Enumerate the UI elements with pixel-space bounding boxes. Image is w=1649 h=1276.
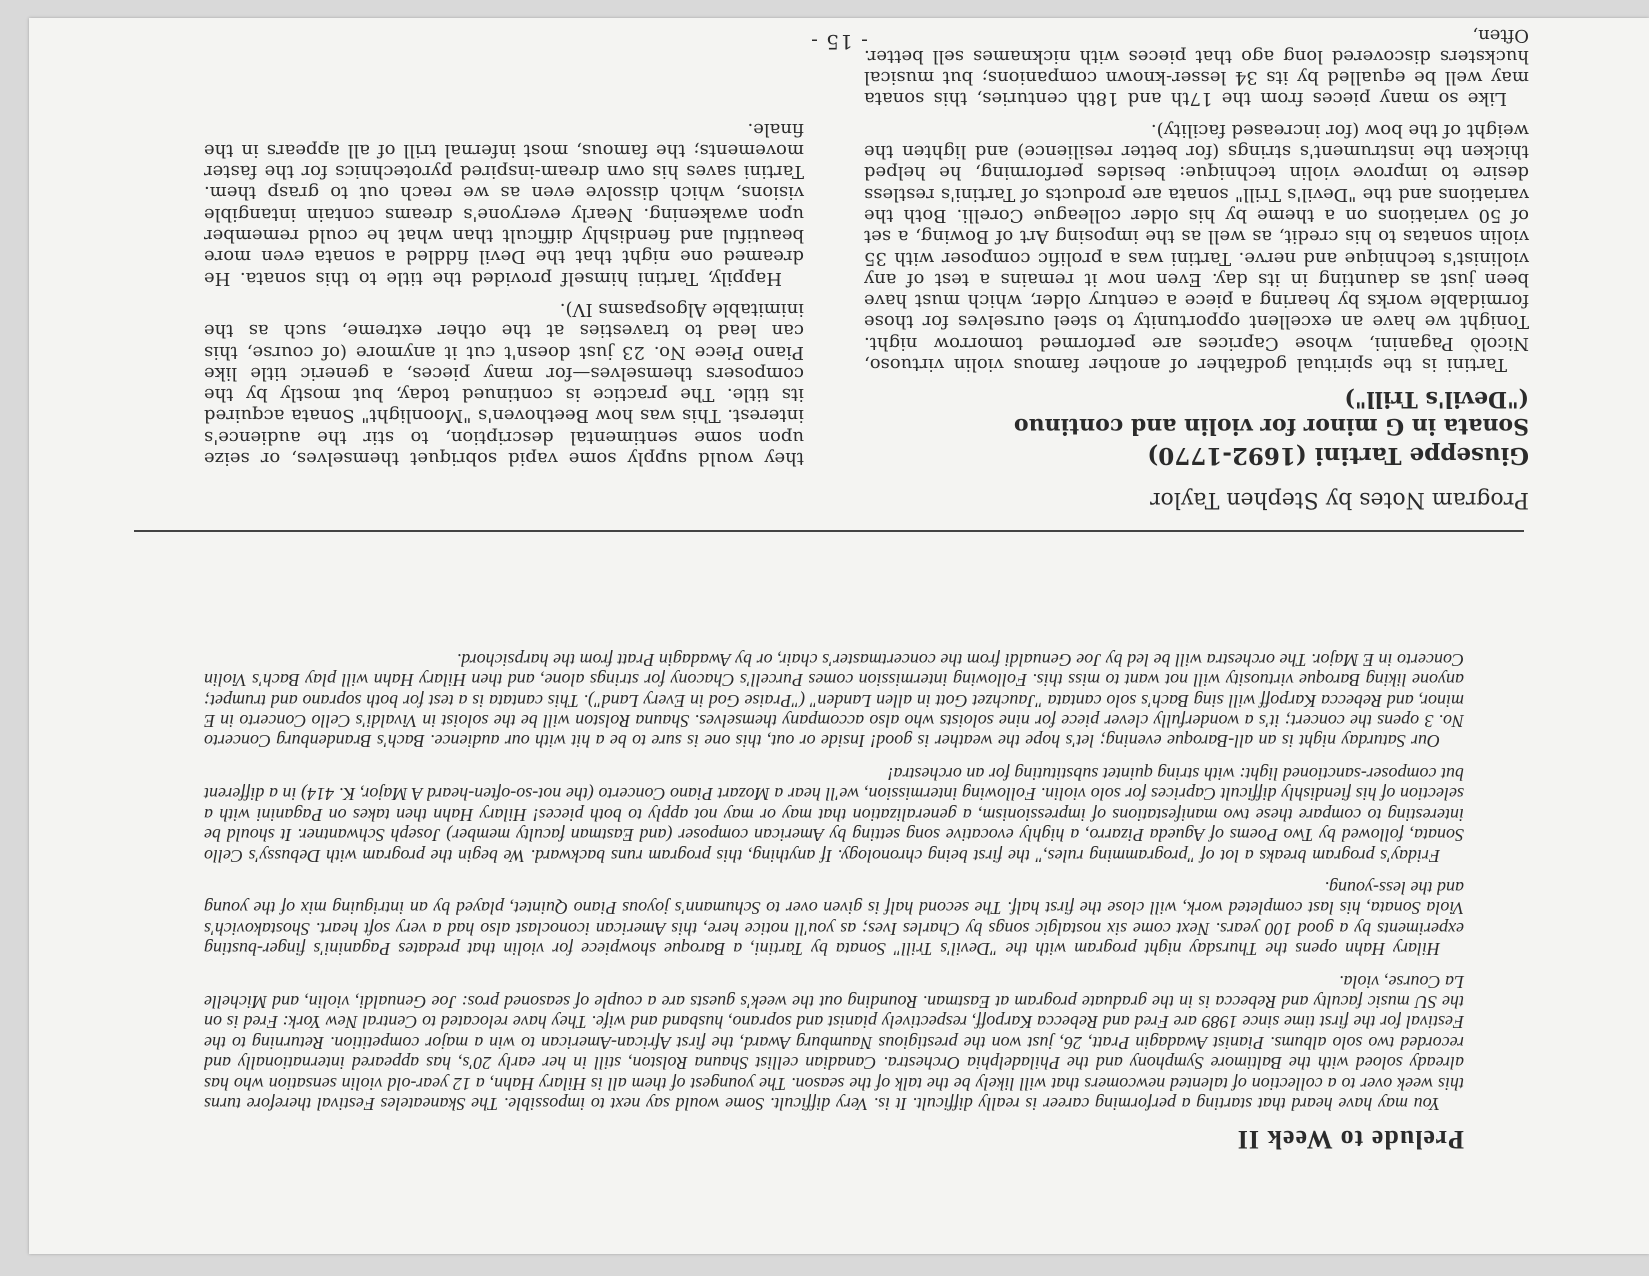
section-divider xyxy=(134,530,1524,532)
notes-paragraph-1: Tartini is the spiritual godfather of another famous violin virtuoso, Nicolò Paganini, whose Caprices are performed tomorrow night. Tonight we have an excellent opportunity to steel ourselves for those formidable works by hearing a piece a century older, which must have been just as daunting in its day. Even now it remains a test of any violinist's technique and nerve. Tartini was a prolific composer with 35 violin sonatas to his credit, as well as the imposing Art of Bowing, a set of 50 variations on a theme by his older colleague Corelli. Both the variations and the "Devil's Trill" sonata are products of Tartini's restless desire to improve violin technique: besides performing, he helped thicken the instrument's strings (for better resilience) and lighten the weight of the bow (for increased facility). xyxy=(864,119,1529,375)
page-number: - 15 - xyxy=(810,30,868,54)
work-nickname: ("Devil's Trill") xyxy=(1344,386,1529,412)
work-title: Sonata in G minor for violin and continuo xyxy=(1013,413,1529,439)
prelude-section xyxy=(204,637,1464,1154)
prelude-paragraph-2: Hilary Hahn opens the Thursday night program with the "Devil's Trill" Sonata by Tartini, a Baroque showpiece for violin that predates Paganini's finger-busting experiments by a good 100 years. Next come six nostalgic songs by Charles Ives; as you'll notice here, this American iconoclast also had a very soft heart. Shostakovich's Viola Sonata, his last completed work, will close the first half. The second half is given over to Schumann's joyous Piano Quintet, played by an intriguing mix of the young and the less-young. xyxy=(204,877,1464,960)
notes-paragraph-3: they would supply some vapid sobriquet themselves, or seize upon some sentimental description, to stir the audience's interest. This was how Beethoven's "Moonlight" Sonata acquired its title. The practice is continued today, but mostly by the composers themselves—for many pieces, a generic title like Piano Piece No. 23 just doesn't cut it anymore (of course, this can lead to travesties at the other extreme, such as the inimitable Algospasms IV). xyxy=(204,298,804,469)
prelude-paragraph-1: You may have heard that starting a performing career is really difficult. It is. Very difficult. Some would say next to impossible. The Skaneateles Festival therefore turns this week over to a collection of talented newcomers that will likely be the talk of the season. The youngest of them all is Hilary Hahn, a 12 year-old violin sensation who has already soloed with the Baltimore Symphony and the Philadelphia Orchestra. Canadian cellist Shauna Rolston, still in her early 20's, has appeared internationally and recorded two solo albums. Pianist Awadagin Pratt, 26, just won the prestigious Naumburg Award, the first African-American to win a major competition. Returning to the Festival for the first time since 1989 are Fred and Rebecca Karpoff, respectively pianist and soprano, husband and wife. They have relocated to Central New York: Fred is on the SU music faculty and Rebecca is in the graduate program at Eastman. Rounding out the week's guests are a couple of seasoned pros: Joe Genualdi, violin, and Michelle La Course, viola. xyxy=(204,971,1464,1114)
notes-paragraph-4: Happily, Tartini himself provided the title to this sonata. He dreamed one night that the Devil fiddled a sonata even more beautiful and fiendishly difficult than what he could remember upon awakening. Nearly everyone's dreams contain intangible visions, which dissolve even as we reach out to grasp them. Tartini saves his own dream-inspired pyrotechnics for the faster movements; the famous, most infernal trill of all appears in the finale. xyxy=(204,118,804,289)
program-notes-header: Program Notes by Stephen Taylor xyxy=(1150,487,1529,512)
prelude-heading: Prelude to Week II xyxy=(1236,1125,1464,1154)
prelude-paragraph-4: Our Saturday night is an all-Baroque evening; let's hope the weather is good! Inside or out, this one is sure to be a hit with our audience. Bach's Brandenburg Concerto No. 3 opens the concert; it's a wonderfully clever piece for nine soloists who also accompany themselves. Shauna Rolston will be the soloist in Vivaldi's Cello Concerto in E minor, and Rebecca Karpoff will sing Bach's solo cantata "Jauchzet Gott in allen Landen" ("Praise God in Every Land"). This cantata is a test for both soprano and trumpet; anyone liking Baroque virtuosity will not want to miss this. Following intermission comes Purcell's Chacony for strings alone, and then Hilary Hahn will play Bach's Violin Concerto in E Major. The orchestra will be led by Joe Genualdi from the concertmaster's chair, or by Awadagin Pratt from the harpsichord. xyxy=(204,649,1464,752)
notes-paragraph-2: Like so many pieces from the 17th and 18th centuries, this sonata may well be equalled by its 34 lesser-known companions; but musical hucksters discovered long ago that pieces with nicknames sell better. Often, xyxy=(864,24,1529,110)
notes-column-left xyxy=(864,14,1529,469)
composer-title: Giuseppe Tartini (1692-1770) xyxy=(1147,442,1529,469)
prelude-paragraph-3: Friday's program breaks a lot of "programming rules," the first being chronology. If anything, this program runs backward. We begin the program with Debussy's Cello Sonata, followed by Two Poems of Agueda Pizarro, a highly evocative song setting by American composer (and Eastman faculty member) Joseph Schwantner. It should be interesting to compare these two manifestations of impressionism, a generalization that may or may not apply to both pieces! Hilary Hahn then takes on Paganini with a selection of his fiendishly difficult Caprices for solo violin. Following intermission, we'll hear a Mozart Piano Concerto (the not-so-often-heard A Major, K. 414) in a different but composer-sanctioned light: with string quintet substituting for an orchestra! xyxy=(204,763,1464,866)
notes-column-right xyxy=(204,108,804,469)
document-page xyxy=(29,18,1649,1254)
